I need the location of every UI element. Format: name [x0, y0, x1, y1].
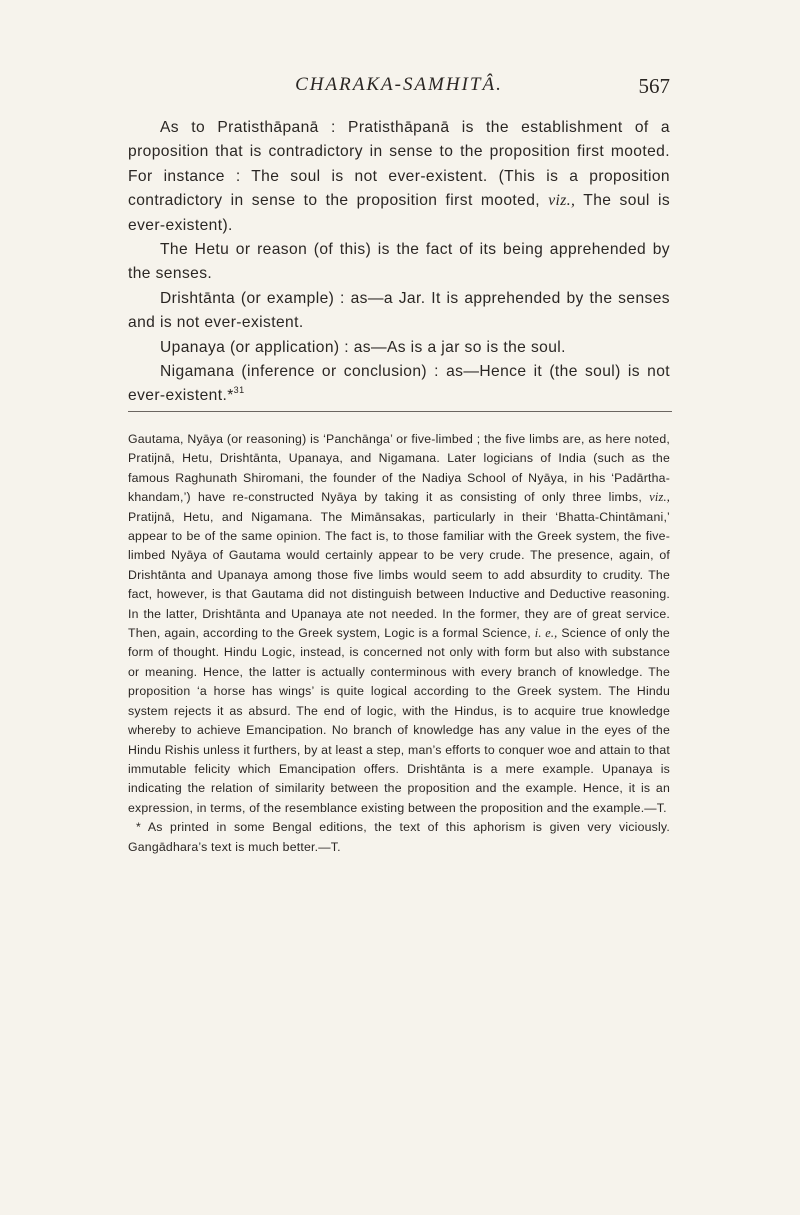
paragraph-nigamana: Nigamana (inference or conclusion) : as—Hence it (the soul) is not ever-existent.*$^{31}$: [128, 363, 670, 405]
page-number: 567: [638, 74, 670, 98]
footnotes: [128, 430, 670, 857]
running-title: CHARAKA-SAMHITÂ.: [295, 74, 503, 95]
footnote-marker: *: [227, 387, 234, 405]
paragraph-pratisthapana: As to Pratisthāpanā : Pratisthāpanā is the establishment of a proposition that is contradictory in sense to the proposition first mooted. For instance : The soul is not ever-existent. (This is a proposition contradictory in sense to the proposition first mooted, viz., The soul is ever-existent).: [128, 119, 671, 234]
aphorism-number: 31: [233, 385, 245, 396]
paragraph-upanaya: Upanaya (or application) : as—As is a jar so is the soul.: [160, 338, 566, 356]
paragraph-hetu: The Hetu or reason (of this) is the fact of its being apprehended by the senses.: [128, 241, 670, 283]
footnote-divider: [128, 411, 672, 412]
viz-abbrev: viz.,: [548, 192, 576, 210]
footnote-nyaya: Gautama, Nyāya (or reasoning) is ‘Panchānga’ or five-limbed ; the five limbs are, as here noted, Pratijnā, Hetu, Drishtānta, Upanaya, and Nigamana. Later logicians of India (such as the famous Raghunath Shiromani, the founder of the Nadiya School of Nyāya, in his ‘Padārtha-khandam,’) have re-constructed Nyāya by taking it as consisting of only three limbs, viz., Pratijnā, Hetu, and Nigamana. The Mimānsakas, particularly in their ‘Bhatta-Chintāmani,’ appear to be of the same opinion. The fact is, to those familiar with the Greek system, the five-limbed Nyāya of Gautama would certainly appear to be very crude. The presence, again, of Drishtānta and Upanaya among those five limbs would seem to add absurdity to crudity. The fact, however, is that Gautama did not distinguish between Inductive and Deductive reasoning. In the latter, Drishtānta and Upanaya ate not needed. In the former, they are of great service. Then, again, according to the Greek system, Logic is a formal Science, i. e., Science of only the form of thought. Hindu Logic, instead, is concerned not only with form but also with substance or meaning. Hence, the latter is actually conterminous with every branch of knowledge. The proposition ‘a horse has wings’ is quite logical according to the Greek system. The Hindu system rejects it as absurd. The end of logic, with the Hindus, is to acquire true knowledge whereby to achieve Emancipation. No branch of knowledge has any value in the eyes of the Hindu Rishis unless it furthers, by at least a step, man’s efforts to conquer woe and attain to that immutable felicity which Emancipation offers. Drishtānta is a mere example. Upanaya is indicating the relation of similarity between the proposition and the example. Hence, it is an expression, in terms, of the resemblance existing between the proposition and the example.—T.: [128, 432, 670, 815]
running-head: [128, 72, 670, 102]
footnote-asterisk: *: [136, 820, 141, 835]
footnote-editions: * As printed in some Bengal editions, the text of this aphorism is given very viciously. Gangādhara’s text is much better.—T.: [128, 820, 670, 854]
paragraph-drishtanta: Drishtānta (or example) : as—a Jar. It is apprehended by the senses and is not ever-existent.: [128, 289, 670, 332]
main-text: [128, 116, 670, 409]
